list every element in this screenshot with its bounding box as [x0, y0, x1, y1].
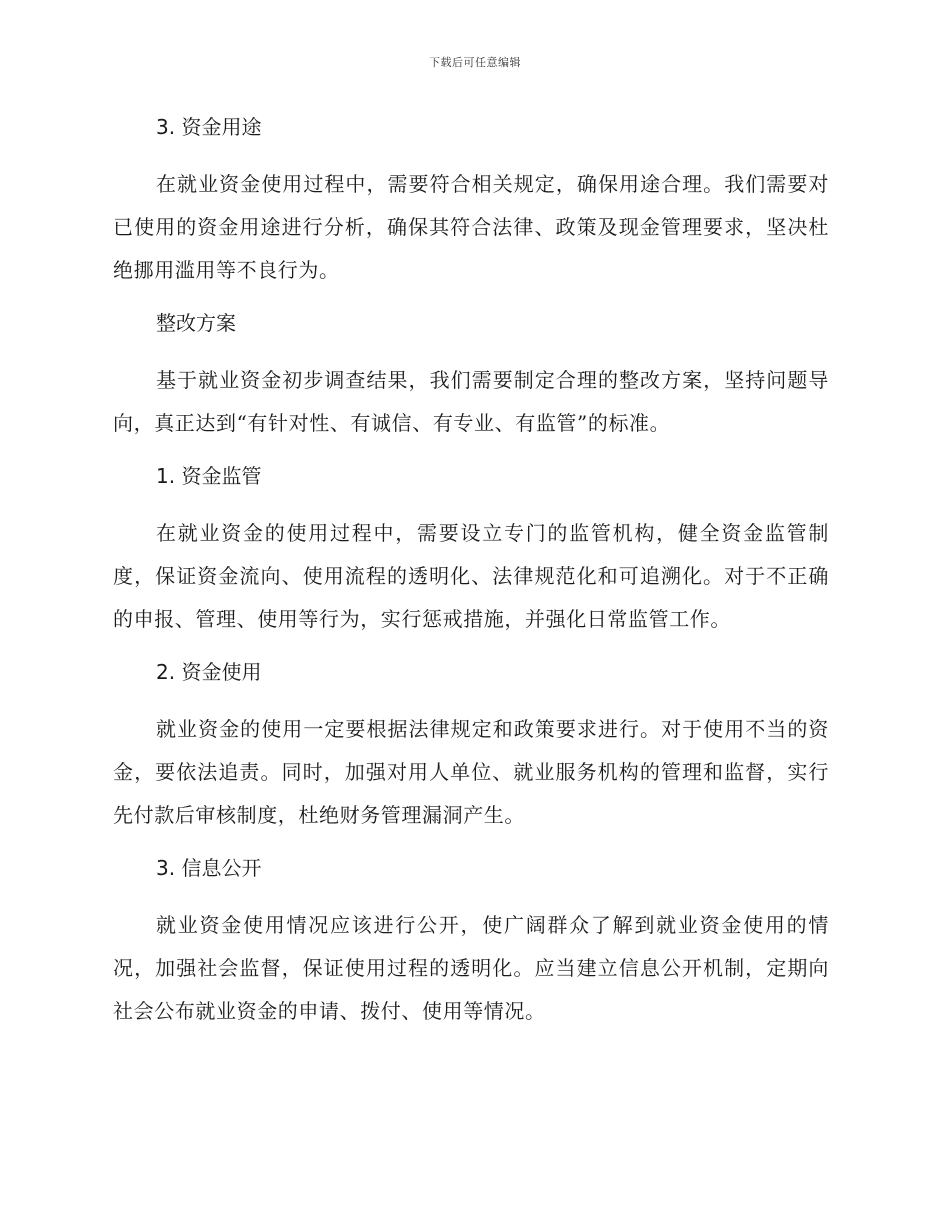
document-body [113, 108, 829, 1033]
section-information-disclosure [113, 849, 829, 1033]
section-heading: 3. 信息公开 [156, 856, 262, 880]
section-heading: 2. 资金使用 [156, 660, 262, 684]
section-heading: 3. 资金用途 [156, 115, 262, 139]
section-paragraph: 就业资金的使用一定要根据法律规定和政策要求进行。对于使用不当的资金，要依法追责。同时，加强对用人单位、就业服务机构的管理和监督，实行先付款后审核制度，杜绝财务管理漏洞产生。 [113, 717, 829, 827]
section-paragraph: 基于就业资金初步调查结果，我们需要制定合理的整改方案，坚持问题导向，真正达到“有针对性、有诚信、有专业、有监管”的标准。 [113, 368, 829, 435]
section-fund-usage [113, 653, 829, 849]
section-paragraph: 在就业资金的使用过程中，需要设立专门的监管机构，健全资金监管制度，保证资金流向、使用流程的透明化、法律规范化和可追溯化。对于不正确的申报、管理、使用等行为，实行惩戒措施，并强化日常监管工作。 [113, 521, 829, 631]
section-fund-purpose [113, 108, 829, 304]
section-fund-supervision [113, 457, 829, 653]
section-paragraph: 在就业资金使用过程中，需要符合相关规定，确保用途合理。我们需要对已使用的资金用途进行分析，确保其符合法律、政策及现金管理要求，坚决杜绝挪用滥用等不良行为。 [113, 172, 829, 282]
section-rectification-plan [113, 304, 829, 457]
section-heading: 1. 资金监管 [156, 464, 262, 488]
section-heading: 整改方案 [156, 311, 236, 335]
section-paragraph: 就业资金使用情况应该进行公开，使广阔群众了解到就业资金使用的情况，加强社会监督，保证使用过程的透明化。应当建立信息公开机制，定期向社会公布就业资金的申请、拨付、使用等情况。 [113, 913, 829, 1023]
header-note: 下载后可任意编辑 [429, 56, 521, 69]
